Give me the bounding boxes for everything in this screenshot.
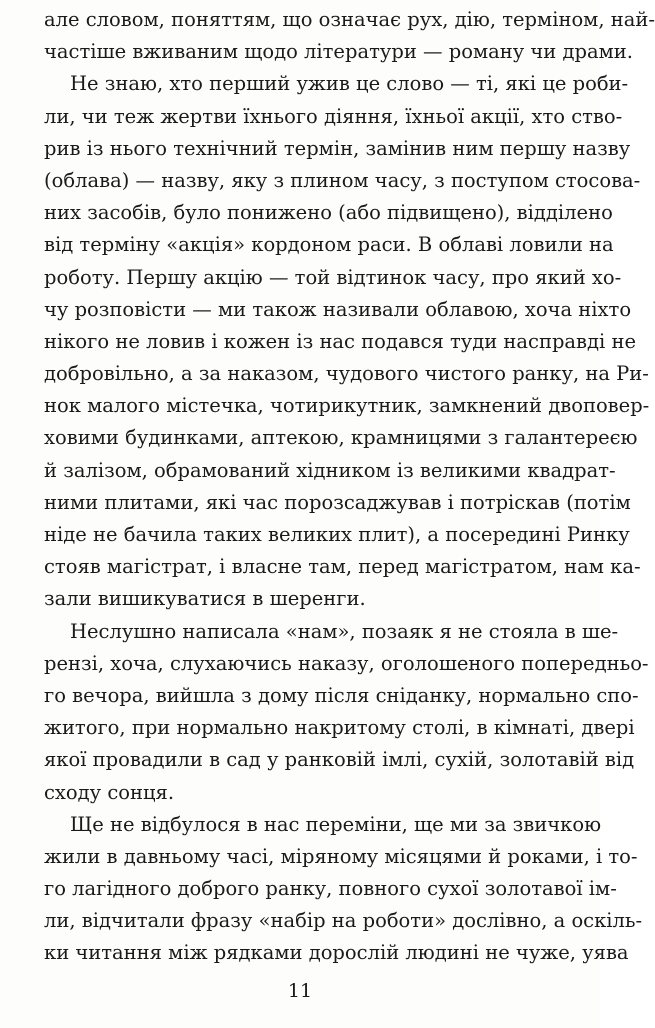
body-text <box>44 4 655 970</box>
text-line: жили в давньому часі, міряному місяцями й роками, і то- <box>44 844 638 868</box>
text-line: (облава) — назву, яку з плином часу, з поступом стосова- <box>44 168 641 192</box>
text-line: стояв магістрат, і власне там, перед магістратом, нам ка- <box>44 555 641 579</box>
page-number: 11 <box>287 980 313 1002</box>
text-line: рив із нього технічний термін, замінив ним першу назву <box>44 136 631 160</box>
text-line: ніде не бачила таких великих плит), а посередині Ринку <box>44 523 630 546</box>
text-line: але словом, поняттям, що означає рух, дію, терміном, най- <box>44 8 655 31</box>
text-line: них засобів, було понижено (або підвищено), відділено <box>44 201 613 225</box>
text-line: добровільно, а за наказом, чудового чистого ранку, на Ри- <box>44 362 649 386</box>
text-line: Неслушно написала «нам», позаяк я не стояла в ше- <box>70 619 619 643</box>
text-line: нікого не ловив і кожен із нас подався туди насправді не <box>44 329 637 353</box>
text-line: роботу. Першу акцію — той відтинок часу, про який хо- <box>44 265 622 289</box>
text-line: житого, при нормально накритому столі, в кімнаті, двері <box>44 716 635 740</box>
text-line: Не знаю, хто перший ужив це слово — ті, які це роби- <box>70 72 629 96</box>
text-line: рензі, хоча, слухаючись наказу, оголошеного попередньо- <box>44 651 649 675</box>
text-line: нок малого містечка, чотирикутник, замкнений двоповер- <box>44 394 650 418</box>
text-line: від терміну «акція» кордоном раси. В облаві ловили на <box>44 233 614 257</box>
text-line: ними плитами, які час порозсаджував і потріскав (потім <box>44 490 631 514</box>
text-line: чу розповісти — ми також називали облавою, хоча ніхто <box>44 297 632 321</box>
text-line: го вечора, вийшла з дому після сніданку, нормально спо- <box>44 683 639 707</box>
text-line: якої провадили в сад у ранковій імлі, сухій, золотавій від <box>44 748 635 772</box>
text-line: го лагідного доброго ранку, повного сухої золотавої ім- <box>44 877 617 901</box>
text-line: ли, чи теж жертви їхнього діяння, їхньої акції, хто ство- <box>44 104 623 128</box>
text-line: ки читання між рядками дорослій людині не чуже, уява <box>44 941 629 965</box>
text-line: ховими будинками, аптекою, крамницями з галантереєю <box>44 426 638 450</box>
text-line: ли, відчитали фразу «набір на роботи» дослівно, а оскіль- <box>44 909 643 933</box>
text-line: Ще не відбулося в нас переміни, ще ми за звичкою <box>70 812 602 836</box>
text-line: сходу сонця. <box>44 780 175 804</box>
text-line: й залізом, обрамований хідником із великими квадрат- <box>44 458 616 482</box>
text-line: частіше вживаним щодо літератури — роману чи драми. <box>44 40 633 64</box>
text-line: зали вишикуватися в шеренги. <box>44 587 366 611</box>
